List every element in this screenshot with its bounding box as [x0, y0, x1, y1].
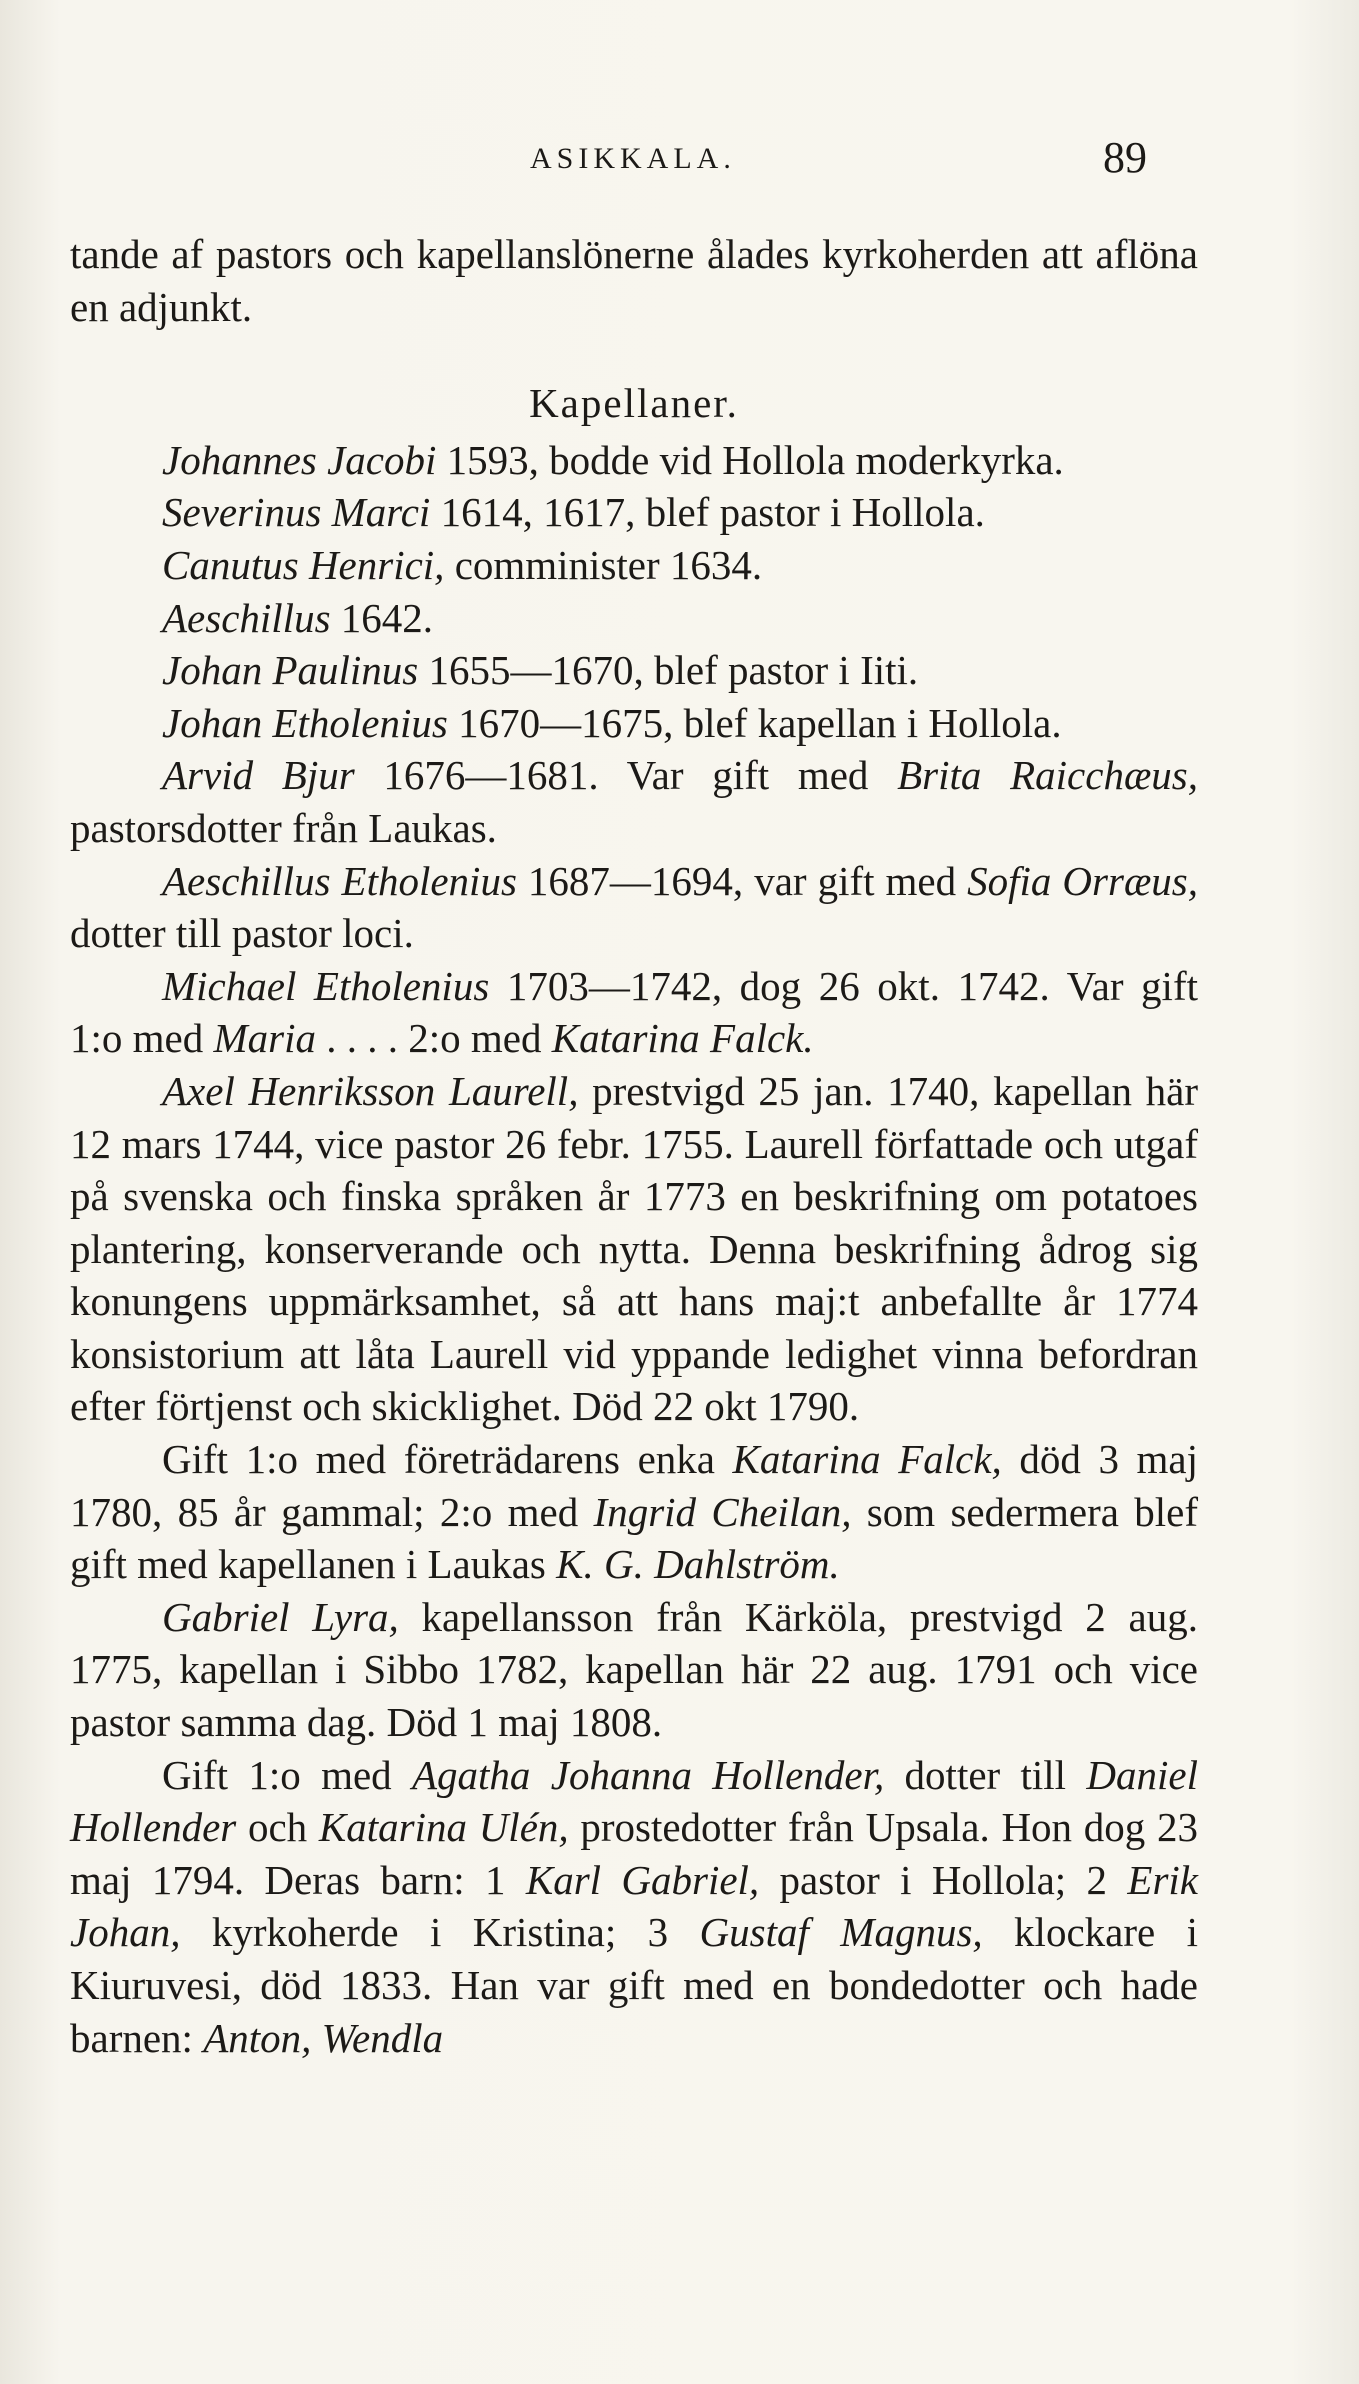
- entry-arvid-bjur: Arvid Bjur 1676—1681. Var gift med Brita Raicchæus, pastorsdotter från Laukas.: [70, 752, 1199, 851]
- entry-michael-etholenius: Michael Etholenius 1703—1742, dog 26 okt. 1742. Var gift 1:o med Maria . . . . 2:o med Katarina Falck.: [70, 962, 1198, 1062]
- entry-aeschillus-etholenius: Aeschillus Etholenius 1687—1694, var gift med Sofia Orræus, dotter till pastor loci.: [70, 857, 1198, 957]
- page-number: 89: [1103, 133, 1147, 182]
- running-title: ASIKKALA.: [530, 142, 736, 175]
- entry-johannes-jacobi: Johannes Jacobi 1593, bodde vid Hollola moderkyrka.: [162, 436, 1064, 483]
- entry-johan-etholenius: Johan Etholenius 1670—1675, blef kapellan i Hollola.: [162, 699, 1062, 746]
- running-head: [0, 132, 1359, 192]
- entry-aeschillus: Aeschillus 1642.: [162, 594, 434, 641]
- intro-paragraph: tande af pastors och kapellanslönerne ålades kyrkoherden att aflöna en adjunkt.: [70, 231, 1198, 330]
- entry-gabriel-lyra: Gabriel Lyra, kapellansson från Kärköla, prestvigd 2 aug. 1775, kapellan i Sibbo 1782, kapellan här 22 aug. 1791 och vice pastor samma dag. Död 1 maj 1808.: [70, 1593, 1198, 1746]
- entry-axel-laurell: Axel Henriksson Laurell, prestvigd 25 jan. 1740, kapellan här 12 mars 1744, vice pastor 26 febr. 1755. Laurell författade och utgaf på svenska och finska språken år 1773 en beskrifning om potatoes plantering, konserverande och nytta. Denna beskrifning ådrog sig konungens uppmärksamhet, så att hans maj:t anbefallte år 1774 konsistorium att låta Laurell vid yppande ledighet vinna befordran efter förtjenst och skicklighet. Död 22 okt 1790.: [70, 1067, 1199, 1430]
- section-heading: Kapellaner.: [529, 380, 739, 427]
- entry-johan-paulinus: Johan Paulinus 1655—1670, blef pastor i Iiti.: [162, 647, 919, 694]
- entry-canutus-henrici: Canutus Henrici, comminister 1634.: [162, 541, 763, 588]
- lyra-marriage-paragraph: Gift 1:o med Agatha Johanna Hollender, dotter till Daniel Hollender och Katarina Ulén, prostedotter från Upsala. Hon dog 23 maj 1794. Deras barn: 1 Karl Gabriel, pastor i Hollola; 2 Erik Johan, kyrkoherde i Kristina; 3 Gustaf Magnus, klockare i Kiuruvesi, död 1833. Han var gift med en bondedotter och hade barnen: Anton, Wendla: [70, 1751, 1198, 2061]
- laurell-marriage-paragraph: Gift 1:o med företrädarens enka Katarina Falck, död 3 maj 1780, 85 år gammal; 2:o med Ingrid Cheilan, som sedermera blef gift med kapellanen i Laukas K. G. Dahlström.: [70, 1436, 1199, 1588]
- entry-severinus-marci: Severinus Marci 1614, 1617, blef pastor i Hollola.: [162, 489, 985, 536]
- body-text: [70, 228, 1198, 2064]
